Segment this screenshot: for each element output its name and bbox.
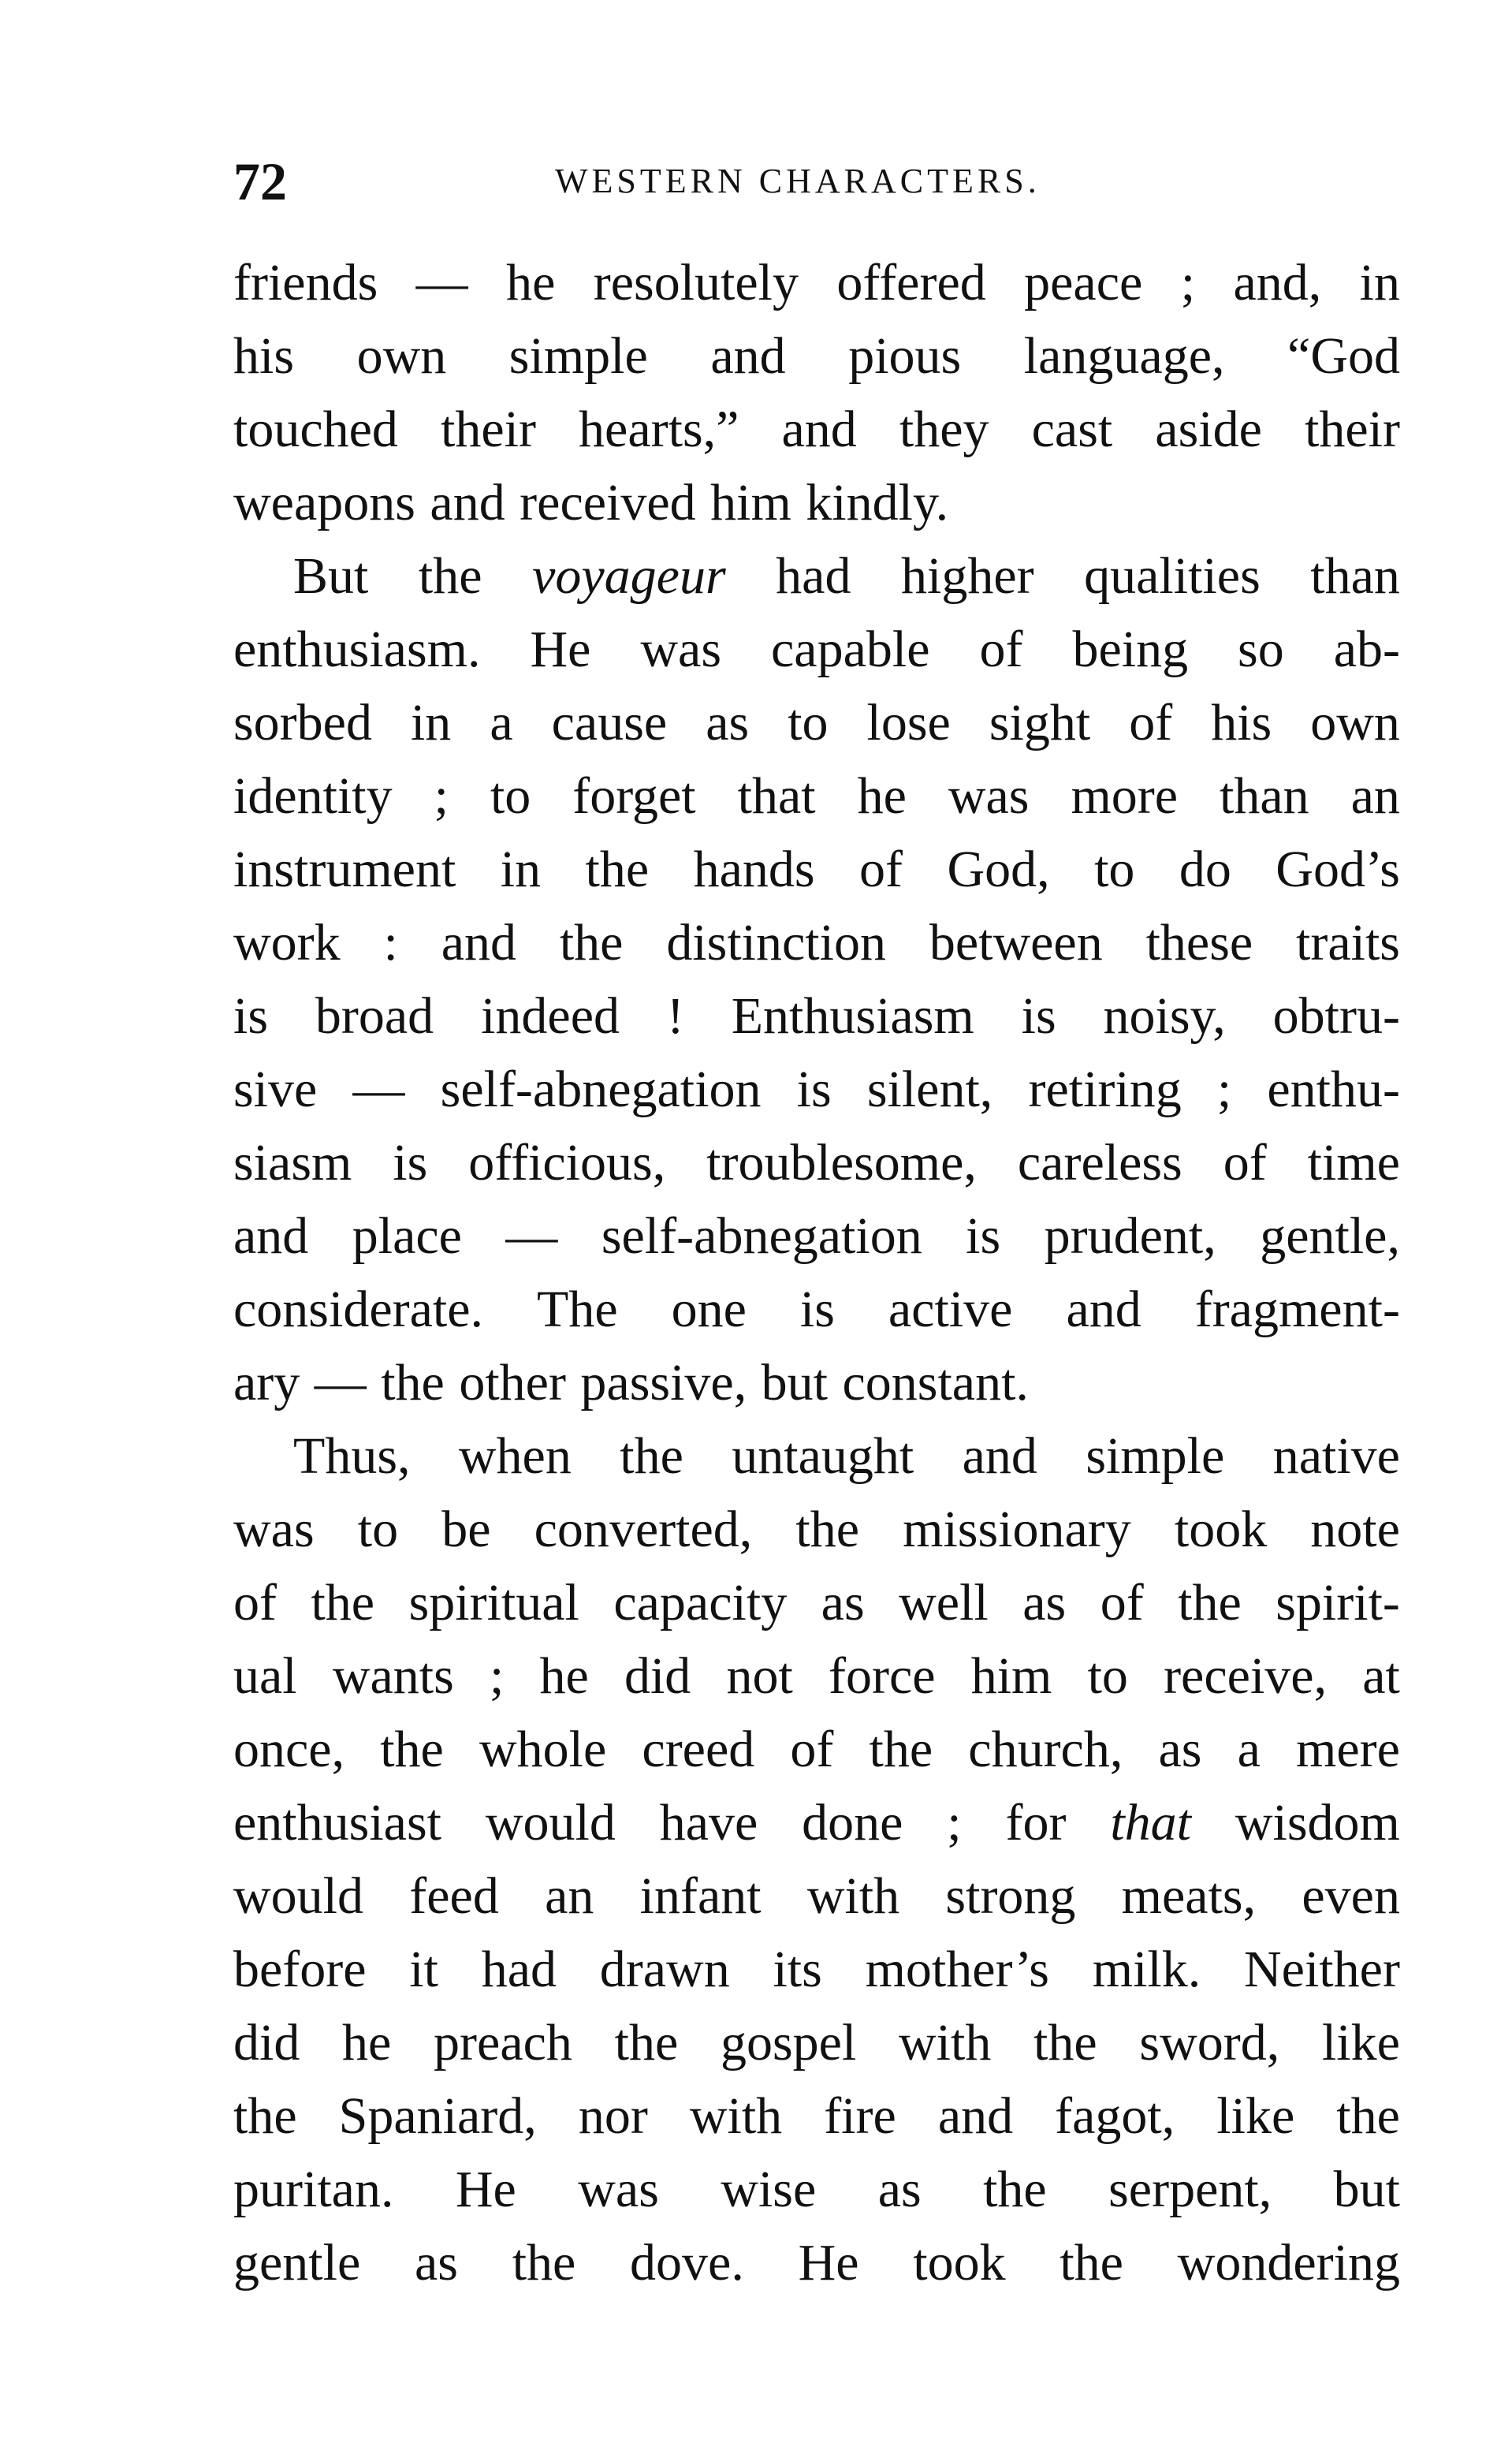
text-line: considerate. The one is active and fragment- bbox=[233, 1281, 1400, 1338]
text-line: ual wants ; he did not force him to receive, at bbox=[233, 1647, 1400, 1705]
text-line: siasm is officious, troublesome, careless of time bbox=[233, 1134, 1400, 1191]
text-line: puritan. He was wise as the serpent, but bbox=[233, 2161, 1400, 2218]
text-line: But the voyageur had higher qualities than bbox=[293, 547, 1400, 605]
text-line: work : and the distinction between these traits bbox=[233, 914, 1400, 971]
text-line: touched their hearts,” and they cast aside their bbox=[233, 401, 1400, 458]
page-header bbox=[233, 142, 1400, 221]
text-line: once, the whole creed of the church, as a mere bbox=[233, 1721, 1400, 1778]
text-line: gentle as the dove. He took the wondering bbox=[233, 2234, 1400, 2292]
text-line: of the spiritual capacity as well as of the spirit- bbox=[233, 1574, 1400, 1631]
text-line: did he preach the gospel with the sword, like bbox=[233, 2014, 1400, 2071]
text-line: enthusiast would have done ; for that wisdom bbox=[233, 1794, 1400, 1851]
text-line: would feed an infant with strong meats, even bbox=[233, 1867, 1400, 1925]
page-number: 72 bbox=[233, 151, 287, 211]
text-line: enthusiasm. He was capable of being so ab- bbox=[233, 621, 1400, 678]
text-line: Thus, when the untaught and simple native bbox=[293, 1427, 1400, 1485]
text-line: friends — he resolutely offered peace ; and, in bbox=[233, 254, 1400, 311]
text-line: his own simple and pious language, “God bbox=[233, 327, 1400, 385]
text-line: instrument in the hands of God, to do God’s bbox=[233, 841, 1400, 898]
body-text bbox=[233, 246, 1400, 2299]
text-line: was to be converted, the missionary took note bbox=[233, 1501, 1400, 1558]
text-line: the Spaniard, nor with fire and fagot, like the bbox=[233, 2087, 1400, 2145]
text-line: sorbed in a cause as to lose sight of his own bbox=[233, 694, 1400, 751]
text-line: before it had drawn its mother’s milk. Neither bbox=[233, 1941, 1400, 1998]
text-line: identity ; to forget that he was more than an bbox=[233, 767, 1400, 825]
text-line: ary — the other passive, but constant. bbox=[233, 1354, 1029, 1411]
running-head: WESTERN CHARACTERS. bbox=[555, 162, 1041, 200]
text-line: is broad indeed ! Enthusiasm is noisy, obtru- bbox=[233, 987, 1400, 1045]
text-line: and place — self-abnegation is prudent, gentle, bbox=[233, 1207, 1400, 1265]
text-line: sive — self-abnegation is silent, retiring ; enthu- bbox=[233, 1061, 1400, 1118]
text-line: weapons and received him kindly. bbox=[233, 474, 949, 531]
